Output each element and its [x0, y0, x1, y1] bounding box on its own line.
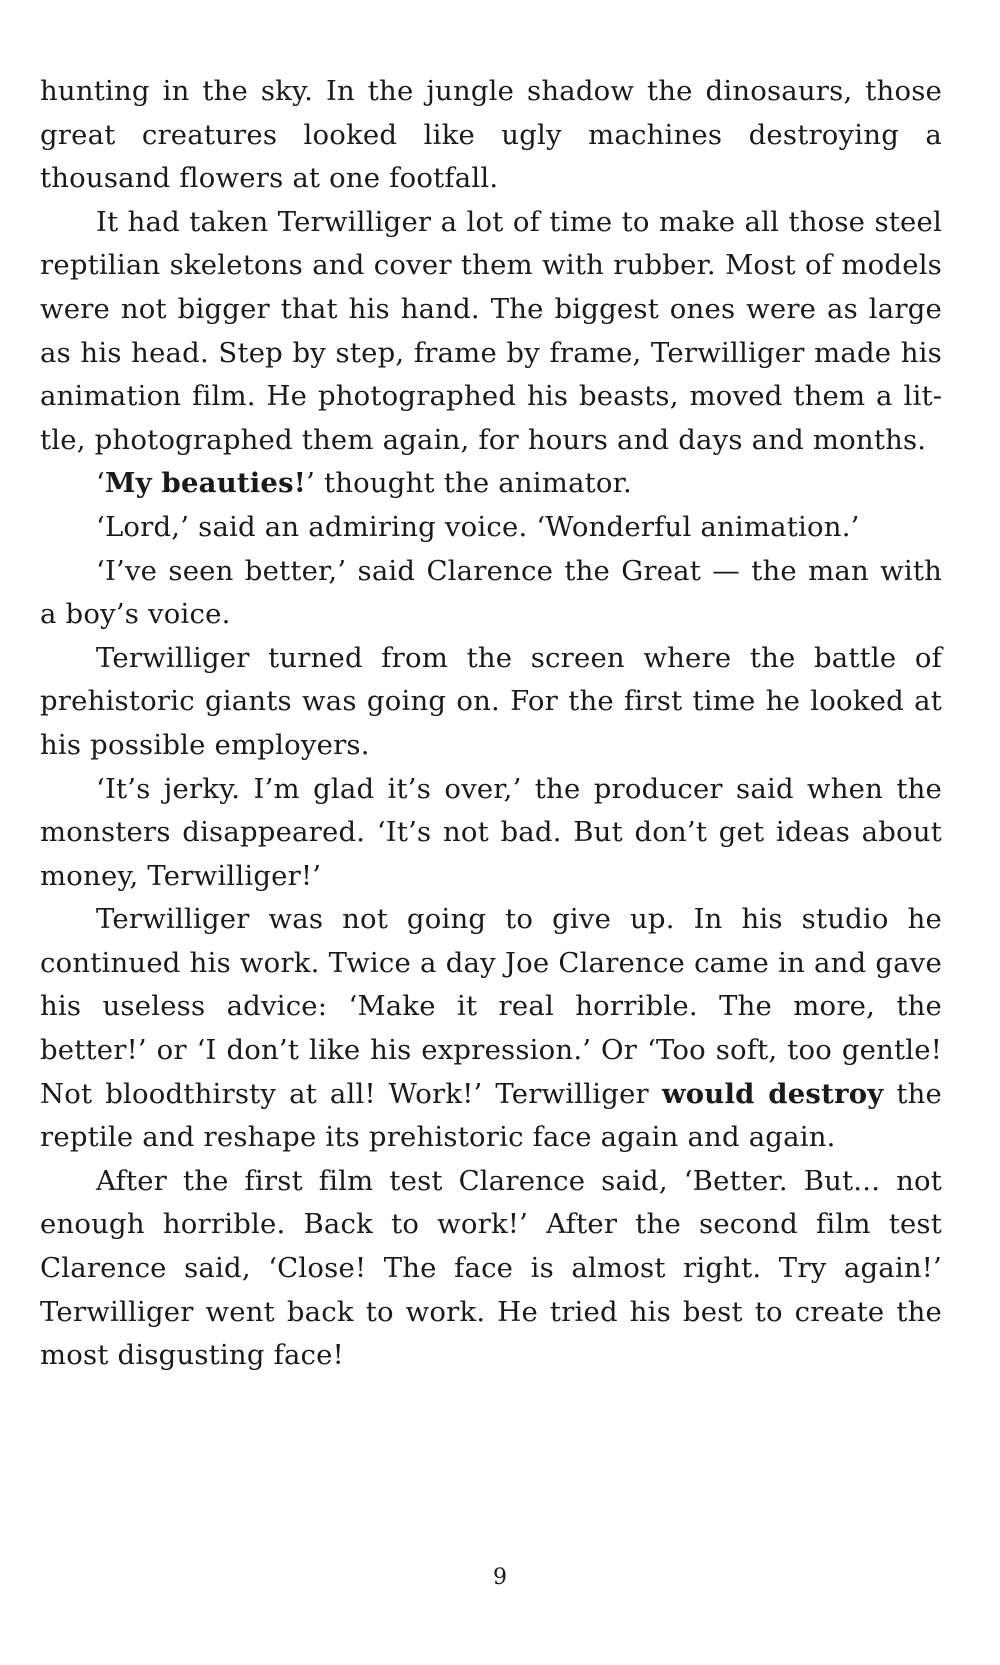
- text-segment: Terwilliger was not going to give up. In his studio he continued his work. Twice a day Joe Clarence came in and gave his useless advice: ‘Make it real horrible. The more, the better!’ or ‘I don’t like his expression.’ Or ‘Too soft, too gentle! Not bloodthirsty at all! Work!’ Terwilliger: [40, 903, 942, 1110]
- bold-text-segment: would destroy: [661, 1077, 884, 1110]
- body-text: [40, 70, 942, 1378]
- text-segment: ’ thought the animator.: [306, 467, 632, 500]
- paragraph: [40, 768, 942, 899]
- text-segment: hunting in the sky. In the jungle shadow the dinosaurs, those great creatures looked like ugly machines destroying a thousand flowers at one footfall.: [40, 75, 942, 195]
- paragraph: [40, 1160, 942, 1378]
- paragraph: [40, 462, 942, 506]
- text-segment: ‘: [96, 467, 105, 500]
- paragraph: [40, 637, 942, 768]
- text-segment: Terwilliger turned from the screen where the battle of prehistoric giants was going on. For the first time he looked at his possible employers.: [40, 641, 942, 761]
- page-number: 9: [493, 1565, 507, 1590]
- text-segment: It had taken Terwilliger a lot of time to make all those steel reptilian skeletons and cover them with rubber. Most of models were not bigger that his hand. The biggest ones were as large as his head. Step by step, frame by frame, Terwilliger made his animation film. He photographed his beasts, moved them a little, photographed them again, for hours and days and months.: [40, 205, 942, 456]
- paragraph: [40, 898, 942, 1160]
- bold-text-segment: My beauties!: [104, 467, 307, 500]
- text-segment: After the first film test Clarence said, ‘Better. But... not enough horrible. Back to work!’ After the second film test Clarence said, ‘Close! The face is almost right. Try again!’ Terwilliger went back to work. He tried his best to create the most disgusting face!: [40, 1164, 942, 1372]
- text-segment: the reptile and reshape its prehistoric face again and again.: [40, 1077, 942, 1154]
- text-segment: ‘Lord,’ said an admiring voice. ‘Wonderful animation.’: [96, 510, 860, 543]
- paragraph: [40, 201, 942, 463]
- paragraph: [40, 506, 942, 550]
- text-segment: ‘I’ve seen better,’ said Clarence the Great — the man with a boy’s voice.: [40, 554, 942, 631]
- text-segment: ‘It’s jerky. I’m glad it’s over,’ the producer said when the monsters disappeared. ‘It’s not bad. But don’t get ideas about money, Terwilliger!’: [40, 772, 942, 892]
- paragraph: [40, 70, 942, 201]
- paragraph: [40, 550, 942, 637]
